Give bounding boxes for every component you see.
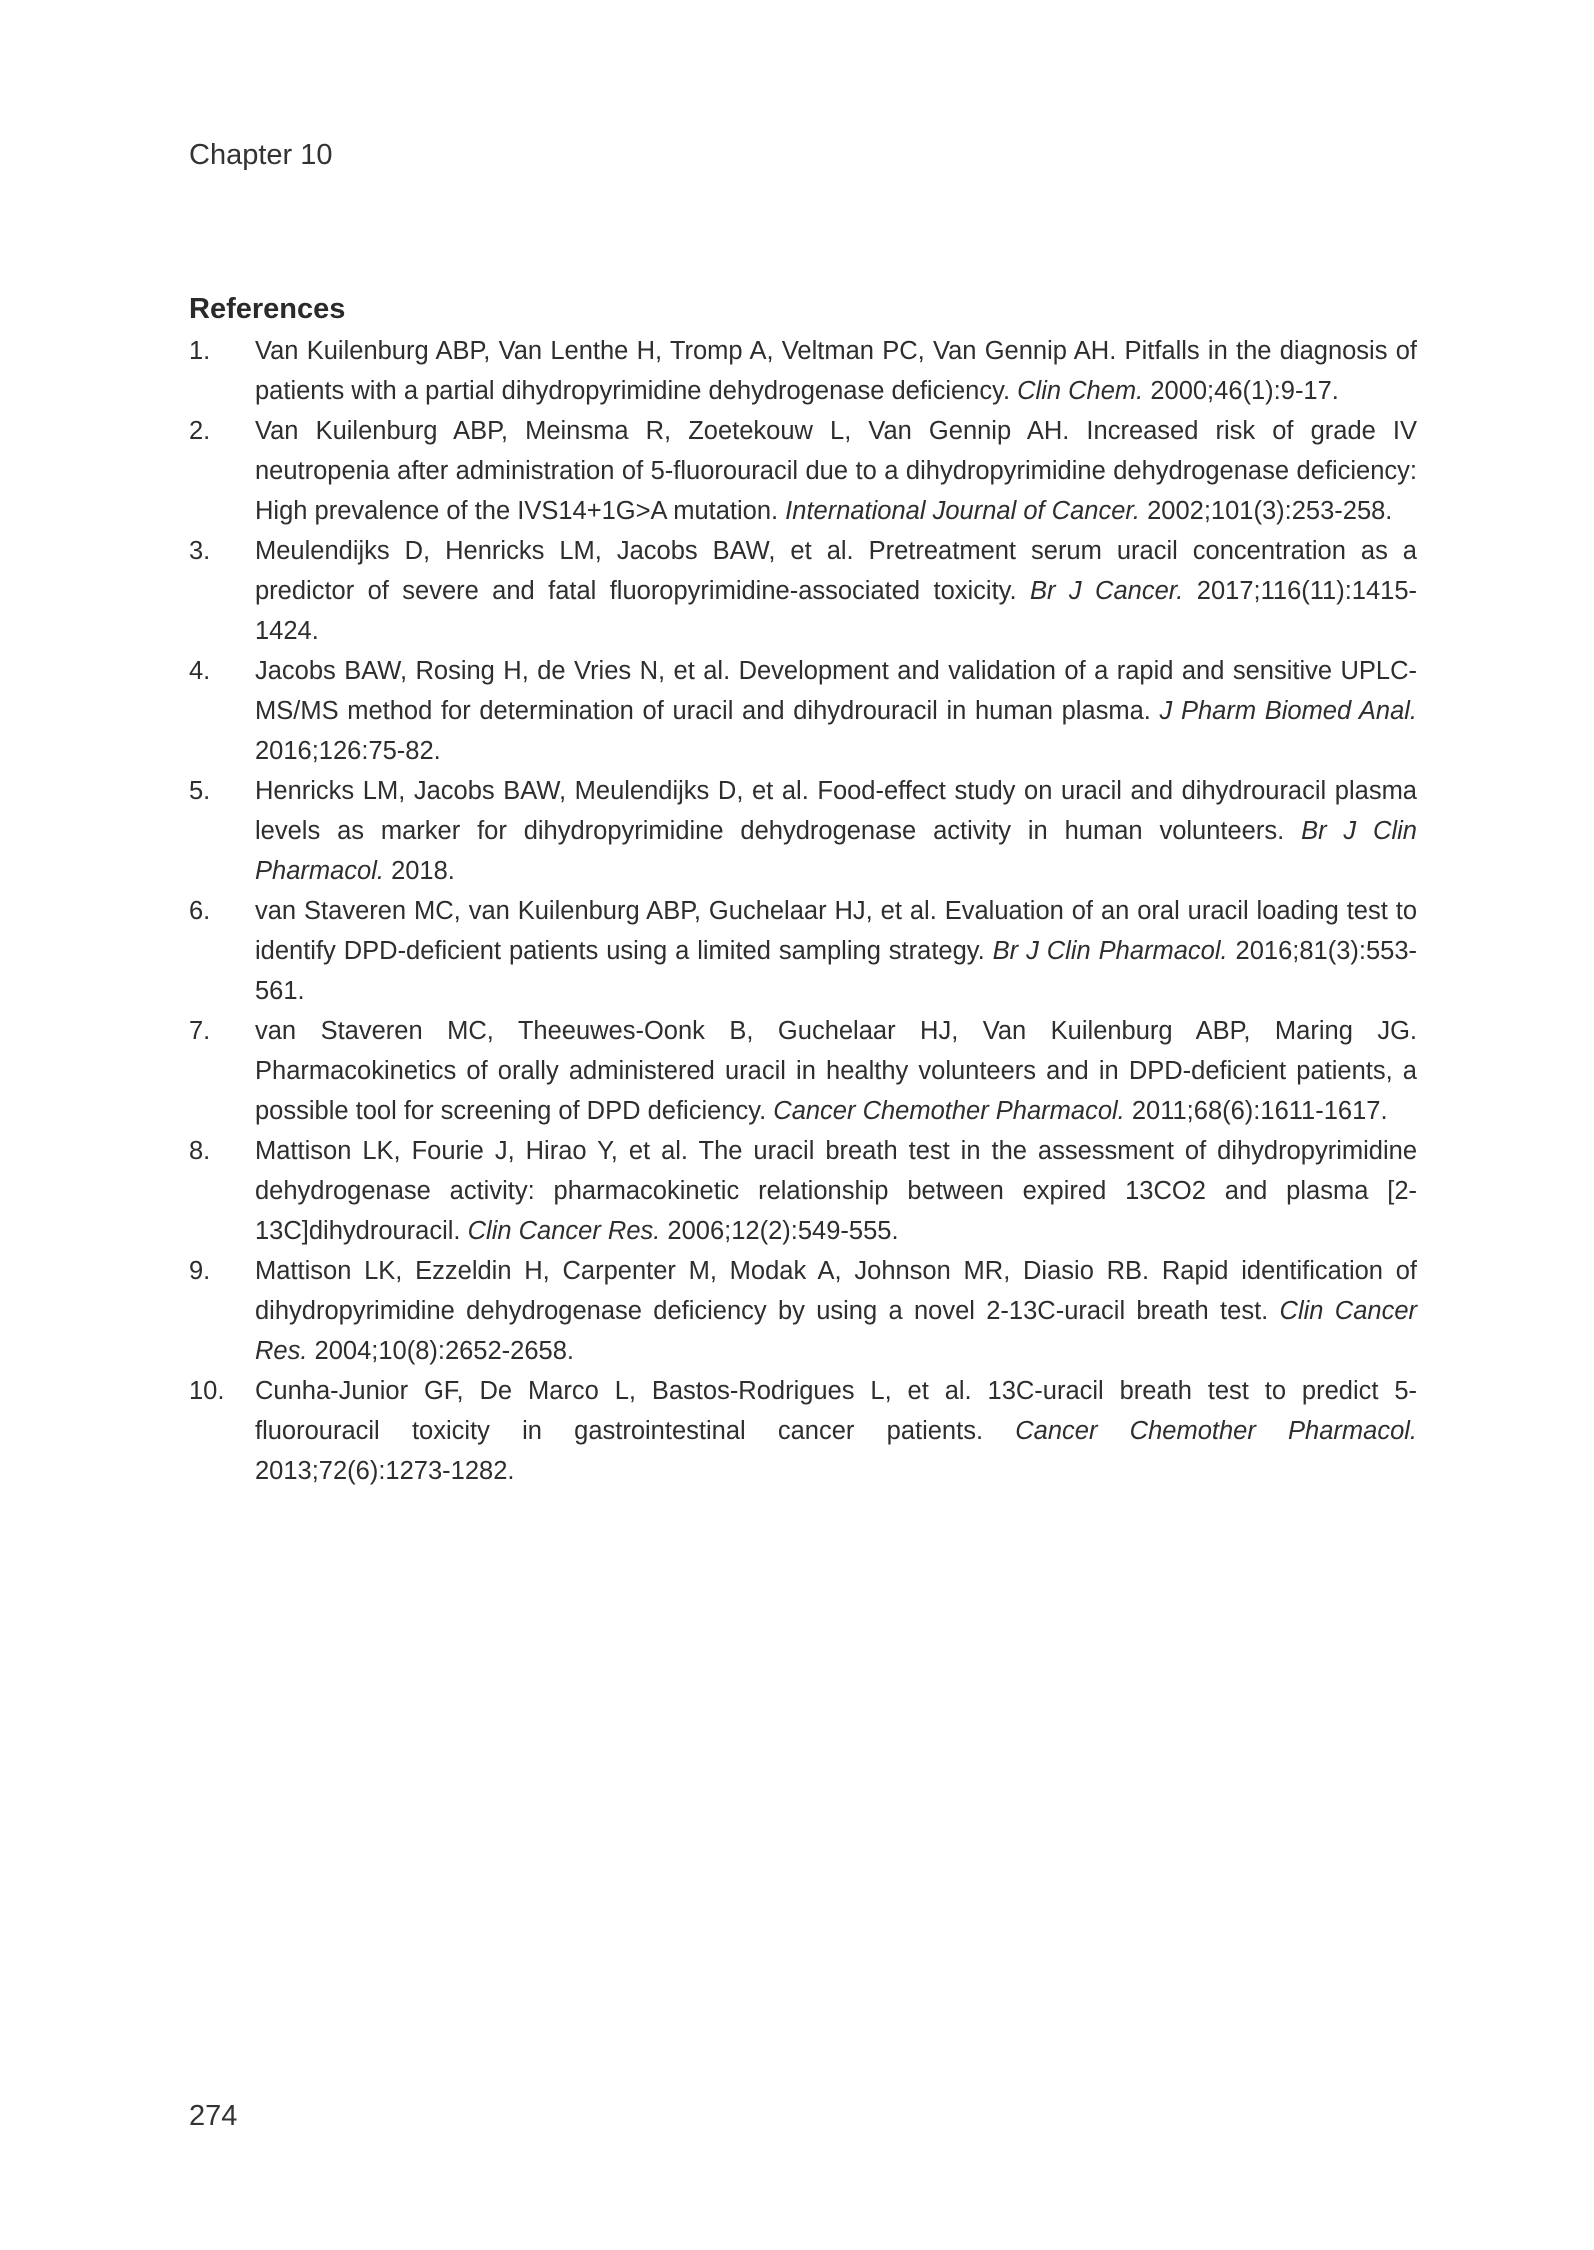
reference-text	[255, 1257, 1417, 1365]
reference-journal: Clin Cancer Res.	[255, 1297, 1417, 1365]
reference-item	[189, 411, 1417, 531]
reference-list	[189, 331, 1417, 1491]
reference-number: 7.	[189, 1017, 211, 1045]
reference-citation: 2016;126:75-82.	[255, 737, 441, 765]
reference-item	[189, 651, 1417, 771]
reference-journal: Cancer Chemother Pharmacol.	[1015, 1417, 1417, 1445]
reference-authors-title: Meulendijks D, Henricks LM, Jacobs BAW, et al. Pretreatment serum uracil concentration as a predictor of severe and fatal fluoropyrimidine-associated toxicity.	[255, 537, 1417, 605]
reference-journal: Cancer Chemother Pharmacol.	[773, 1097, 1125, 1125]
references-heading: References	[189, 293, 346, 325]
reference-authors-title: Jacobs BAW, Rosing H, de Vries N, et al. Development and validation of a rapid and sensitive UPLC-MS/MS method for determination of uracil and dihydrouracil in human plasma.	[255, 657, 1417, 725]
reference-item	[189, 891, 1417, 1011]
reference-number: 4.	[189, 657, 211, 685]
reference-item	[189, 531, 1417, 651]
reference-number: 8.	[189, 1137, 211, 1165]
reference-text	[255, 897, 1417, 1005]
reference-journal: J Pharm Biomed Anal.	[1159, 697, 1418, 725]
reference-citation: 2018.	[383, 857, 455, 885]
references-section	[189, 289, 1417, 1491]
reference-number: 5.	[189, 777, 211, 805]
reference-text	[255, 337, 1417, 405]
page-number: 274	[189, 2100, 238, 2132]
reference-item	[189, 1011, 1417, 1131]
reference-citation: 2000;46(1):9-17.	[1143, 377, 1339, 405]
reference-authors-title: van Staveren MC, van Kuilenburg ABP, Guchelaar HJ, et al. Evaluation of an oral uracil loading test to identify DPD-deficient patients using a limited sampling strategy.	[255, 897, 1417, 965]
reference-citation: 2011;68(6):1611-1617.	[1124, 1097, 1388, 1125]
reference-authors-title: Henricks LM, Jacobs BAW, Meulendijks D, et al. Food-effect study on uracil and dihydrouracil plasma levels as marker for dihydropyrimidine dehydrogenase activity in human volunteers.	[255, 777, 1417, 845]
reference-item	[189, 1131, 1417, 1251]
reference-authors-title: Van Kuilenburg ABP, Van Lenthe H, Tromp A, Veltman PC, Van Gennip AH. Pitfalls in the diagnosis of patients with a partial dihydropyrimidine dehydrogenase deficiency.	[255, 337, 1417, 405]
reference-item	[189, 1251, 1417, 1371]
reference-authors-title: Van Kuilenburg ABP, Meinsma R, Zoetekouw L, Van Gennip AH. Increased risk of grade IV neutropenia after administration of 5-fluorouracil due to a dihydropyrimidine dehydrogenase deficiency: High prevalence of the IVS14+1G>A mutation.	[255, 417, 1417, 525]
reference-citation: 2013;72(6):1273-1282.	[255, 1457, 515, 1485]
reference-authors-title: Cunha-Junior GF, De Marco L, Bastos-Rodrigues L, et al. 13C-uracil breath test to predict 5-fluorouracil toxicity in gastrointestinal cancer patients.	[255, 1377, 1417, 1445]
reference-item	[189, 331, 1417, 411]
reference-citation: 2002;101(3):253-258.	[1140, 497, 1393, 525]
reference-number: 6.	[189, 897, 211, 925]
reference-text	[255, 417, 1417, 525]
reference-number: 9.	[189, 1257, 211, 1285]
reference-text	[255, 1137, 1417, 1245]
reference-journal: Clin Cancer Res.	[467, 1217, 661, 1245]
reference-text	[255, 537, 1417, 645]
reference-citation: 2016;81(3):553-561.	[255, 937, 1418, 1005]
reference-item	[189, 1371, 1417, 1491]
running-head: Chapter 10	[189, 139, 333, 171]
reference-number: 3.	[189, 537, 211, 565]
reference-journal: Br J Cancer.	[1030, 577, 1184, 605]
reference-journal: Br J Clin Pharmacol.	[992, 937, 1228, 965]
reference-citation: 2004;10(8):2652-2658.	[307, 1337, 574, 1365]
reference-text	[255, 777, 1417, 885]
reference-number: 10.	[189, 1377, 225, 1405]
reference-text	[255, 1017, 1417, 1125]
reference-text	[255, 657, 1417, 765]
reference-journal: Clin Chem.	[1017, 377, 1144, 405]
reference-journal: Br J Clin Pharmacol.	[255, 817, 1417, 885]
reference-number: 1.	[189, 337, 211, 365]
reference-item	[189, 771, 1417, 891]
reference-authors-title: Mattison LK, Ezzeldin H, Carpenter M, Modak A, Johnson MR, Diasio RB. Rapid identification of dihydropyrimidine dehydrogenase deficiency by using a novel 2-13C-uracil breath test.	[255, 1257, 1417, 1325]
reference-citation: 2017;116(11):1415-1424.	[255, 577, 1418, 645]
reference-number: 2.	[189, 417, 211, 445]
reference-journal: International Journal of Cancer.	[785, 497, 1141, 525]
reference-authors-title: Mattison LK, Fourie J, Hirao Y, et al. The uracil breath test in the assessment of dihydropyrimidine dehydrogenase activity: pharmacokinetic relationship between expired 13CO2 and plasma [2-13C]dihydrouracil.	[255, 1137, 1417, 1245]
reference-text	[255, 1377, 1417, 1485]
reference-citation: 2006;12(2):549-555.	[660, 1217, 899, 1245]
reference-authors-title: van Staveren MC, Theeuwes-Oonk B, Guchelaar HJ, Van Kuilenburg ABP, Maring JG. Pharmacokinetics of orally administered uracil in healthy volunteers and in DPD-deficient patients, a possible tool for screening of DPD deficiency.	[255, 1017, 1417, 1125]
